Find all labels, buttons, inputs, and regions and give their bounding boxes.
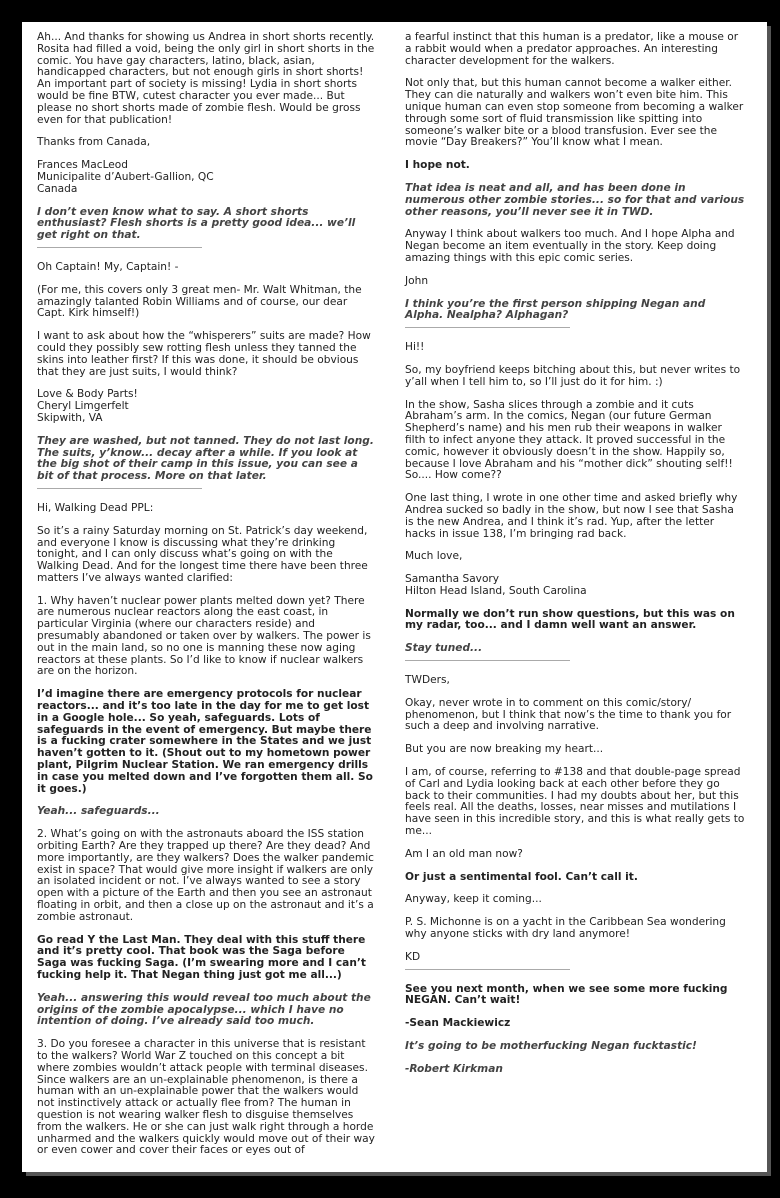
letter-paragraph: 1. Why haven’t nuclear power plants melted down yet? There are numerous nuclear reactors along the east coast, in particular Virginia (where our characters reside) and presumably abandoned or taken over by walkers. The power is out in the main land, so no one is manning these now aging reactors at these plants. So I’d like to know if nuclear walkers are on the horizon.	[37, 594, 371, 678]
divider	[37, 247, 202, 248]
divider	[405, 660, 570, 661]
editor-response-bold: Normally we don’t run show questions, but this was on my radar, too... and I damn well want an answer.	[405, 607, 735, 632]
editor-response-italic: It’s going to be motherfucking Negan fucktastic!	[405, 1040, 697, 1053]
letter-paragraph: I want to ask about how the “whisperers” suits are made? How could they possibly sew rotting flesh unless they tanned the skins into leather first? If this was done, it should be obvious that they are just suits, I would think?	[37, 330, 371, 378]
letter-paragraph: But you are now breaking my heart...	[405, 743, 604, 756]
letter-paragraph: (For me, this covers only 3 great men- Mr. Walt Whitman, the amazingly talanted Robin Williams and of course, our dear Capt. Kirk himself!)	[37, 283, 362, 320]
letter-paragraph: Not only that, but this human cannot become a walker either. They can die naturally and walkers won’t even bite him. This unique human can even stop someone from becoming a walker through some sort of fluid transmission like spitting into someone’s walker bite or a blood transfusion. Ever see the movie “Day Breakers?” You’ll know what I mean.	[405, 77, 744, 149]
editor-response-italic: -Robert Kirkman	[405, 1062, 503, 1075]
editor-response-bold: See you next month, when we see some more fucking NEGAN. Can’t wait!	[405, 982, 728, 1007]
letter-paragraph: Ah... And thanks for showing us Andrea in short shorts recently. Rosita had filled a void, being the only girl in short shorts in the comic. You have gay characters, latino, black, asian, handicapped characters, but not enough girls in short shorts! An important part of society is missing! Lydia in short shorts would be fine BTW, cutest character you ever made... But please no short shorts made of zombie flesh. Would be gross even for that publication!	[37, 31, 375, 126]
letter-paragraph: John	[405, 274, 429, 287]
letter-paragraph: 2. What’s going on with the astronauts aboard the ISS station orbiting Earth? Are they trapped up there? Are they dead? And more importantly, are they walkers? Does the walker pandemic exist in space? That would give more insight if walkers are only an isolated incident or not. I’ve always wanted to see a story open with a picture of the Earth and then you see an astronaut floating in orbit, and then a close up on the astronaut and it’s a zombie astronaut.	[37, 828, 375, 923]
letter-paragraph: Hi!!	[405, 341, 425, 354]
editor-response-bold: Go read Y the Last Man. They deal with this stuff there and it’s pretty cool. That book was the Saga before Saga was fucking Saga. (I’m swearing more and I can’t fucking help it. That Negan thing just got me all...)	[37, 933, 366, 981]
editor-response-italic: Yeah... safeguards...	[37, 805, 160, 818]
letter-paragraph: I am, of course, referring to #138 and that double-page spread of Carl and Lydia looking back at each other before they go back to their communities. I had my doubts about her, but this feels real. All the deaths, losses, near misses and mutilations I have seen in this incredible story, and this is what really gets to me...	[405, 766, 745, 838]
editor-response-bold: Or just a sentimental fool. Can’t call it.	[405, 870, 638, 883]
editor-response-bold: I hope not.	[405, 159, 470, 172]
letter-paragraph: Love & Body Parts! Cheryl Limgerfelt Skipwith, VA	[37, 388, 138, 424]
editor-response-bold: I’d imagine there are emergency protocols for nuclear reactors... and it’s too late in the day for me to get lost in a Google hole... So yeah, safeguards. Lots of safeguards in the event of emergency. But maybe there is a fucking crater somewhere in the States and we just haven’t gotten to it. (Shout out to my hometown power plant, Pilgrim Nuclear Station. We ran emergency drills in case you melted down and I’ve forgotten them all. So it goes.)	[37, 688, 373, 795]
letter-paragraph: Hi, Walking Dead PPL:	[37, 501, 154, 514]
editor-response-italic: I don’t even know what to say. A short shorts enthusiast? Flesh shorts is a pretty good idea... we’ll get right on that.	[37, 205, 356, 242]
letter-paragraph: Oh Captain! My, Captain! -	[37, 260, 179, 273]
left-column	[37, 32, 377, 1168]
letter-paragraph: TWDers,	[405, 674, 450, 687]
editor-response-italic: I think you’re the first person shipping Negan and Alpha. Nealpha? Alphagan?	[405, 297, 706, 322]
editor-response-italic: They are washed, but not tanned. They do not last long. The suits, y’know... decay after a while. If you look at the big shot of their camp in this issue, you can see a bit of that process. More on that later.	[37, 434, 374, 483]
letter-paragraph: KD	[405, 950, 421, 963]
letter-paragraph: So it’s a rainy Saturday morning on St. Patrick’s day weekend, and everyone I know is discussing what they’re drinking tonight, and I can only discuss what’s going on with the Walking Dead. And for the longest time there have been three matters I’ve always wanted clarified:	[37, 524, 368, 584]
editor-response-bold: -Sean Mackiewicz	[405, 1017, 511, 1030]
letter-paragraph: Am I an old man now?	[405, 847, 523, 860]
letter-paragraph: Much love,	[405, 550, 463, 563]
letter-paragraph: P. S. Michonne is on a yacht in the Caribbean Sea wondering why anyone sticks with dry land anymore!	[405, 916, 726, 941]
divider	[405, 969, 570, 970]
right-column	[405, 32, 745, 1087]
editor-response-italic: That idea is neat and all, and has been done in numerous other zombie stories... so for that and various other reasons, you’ll never see it in TWD.	[405, 181, 745, 218]
letter-paragraph: Frances MacLeod Municipalite d’Aubert-Gallion, QC Canada	[37, 159, 214, 195]
divider	[405, 327, 570, 328]
letter-paragraph: In the show, Sasha slices through a zombie and it cuts Abraham’s arm. In the comics, Negan (our future German Shepherd’s name) and his men rub their weapons in walker filth to infect anyone they attack. It proved successful in the comic, however it obviously doesn’t in the show. Happily so, because I love Abraham and his “mother dick” shouting self!! So.... How come??	[405, 398, 733, 482]
letter-paragraph: 3. Do you foresee a character in this universe that is resistant to the walkers? World War Z touched on this concept a bit where zombies wouldn’t attack people with terminal diseases. Since walkers are an un-explainable phenomenon, is there a human with an un-explainable power that the walkers would not instinctively attack or actually flee from? The human in question is not wearing walker flesh to disguise themselves from the walkers. He or she can just walk right through a horde unharmed and the walkers quickly would move out of their way or even cower and cover their faces or eyes out of	[37, 1038, 375, 1157]
letter-paragraph: Samantha Savory Hilton Head Island, South Carolina	[405, 573, 587, 597]
letter-paragraph: Anyway I think about walkers too much. And I hope Alpha and Negan become an item eventually in the story. Keep doing amazing things with this epic comic series.	[405, 228, 735, 264]
letter-paragraph: One last thing, I wrote in one other time and asked briefly why Andrea sucked so badly in the show, but now I see that Sasha is the new Andrea, and I think it’s rad. Yup, after the letter hacks in issue 138, I’m bringing rad back.	[405, 492, 738, 540]
editor-response-italic: Stay tuned...	[405, 642, 483, 655]
letters-page	[22, 22, 767, 1172]
letter-paragraph: a fearful instinct that this human is a predator, like a mouse or a rabbit would when a predator approaches. An interesting character development for the walkers.	[405, 31, 739, 67]
divider	[37, 488, 202, 489]
letter-paragraph: Thanks from Canada,	[37, 136, 151, 149]
letter-paragraph: So, my boyfriend keeps bitching about this, but never writes to y’all when I tell him to, so I’ll just do it for him. :)	[405, 363, 741, 388]
letter-paragraph: Okay, never wrote in to comment on this comic/story/ phenomenon, but I think that now’s the time to thank you for such a deep and involving narrative.	[405, 696, 732, 733]
letter-paragraph: Anyway, keep it coming...	[405, 893, 542, 906]
editor-response-italic: Yeah... answering this would reveal too much about the origins of the zombie apocalypse... which I have no intention of doing. I’ve already said too much.	[37, 991, 371, 1028]
